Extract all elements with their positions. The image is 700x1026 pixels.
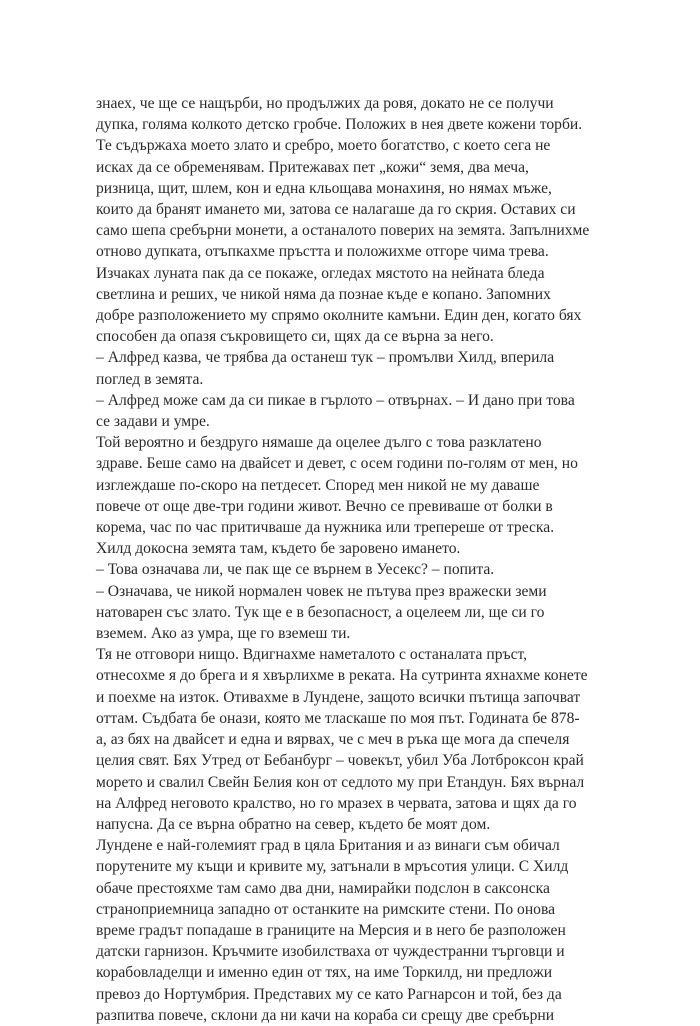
text-line: светлина и реших, че никой няма да познае къде е копано. Запомних — [96, 285, 551, 303]
text-line: повече от още две-три години живот. Вечно се превиваше от болки в — [96, 497, 553, 515]
text-line: поглед в земята. — [96, 370, 204, 388]
text-line: – Означава, че никой нормален човек не пътува през вражески земи — [96, 582, 547, 600]
text-line: Изчаках луната пак да се покаже, огледах мястото на нейната бледа — [96, 264, 545, 282]
text-line: превоз до Нортумбрия. Представих му се като Рагнарсон и той, без да — [96, 985, 562, 1003]
body-text — [96, 93, 606, 1026]
text-line: обаче престояхме там само два дни, намирайки подслон в саксонска — [96, 879, 550, 897]
text-line: вземем. Ако аз умра, ще го вземеш ти. — [96, 625, 351, 643]
text-line: Хилд докосна земята там, където бе заровено имането. — [96, 540, 461, 558]
text-line: отнесохме я до брега и я хвърлихме в реката. На сутринта яхнахме конете — [96, 667, 588, 685]
text-line: – Алфред казва, че трябва да останеш тук – промълви Хилд, вперила — [96, 349, 555, 367]
text-line: порутените му къщи и кривите му, затънали в мръсотия улици. С Хилд — [96, 858, 569, 876]
text-line: корабовладелци и именно един от тях, на име Торкилд, ни предложи — [96, 964, 553, 982]
text-line: способен да опазя съкровището си, щях да се върна за него. — [96, 328, 494, 346]
text-line: а, аз бях на двайсет и една и вярвах, че с меч в ръка ще мога да спечеля — [96, 731, 570, 749]
text-line: разпитва повече, склони да ни качи на кораба си срещу две сребърни — [96, 1006, 555, 1024]
text-line: морето и свалил Свейн Белия кон от седлото му при Етандун. Бях върнал — [96, 773, 585, 791]
text-line: изглеждаше по-скоро на петдесет. Според мен никой не му даваше — [96, 476, 540, 494]
text-line: напусна. Да се върна обратно на север, където бе моят дом. — [96, 815, 491, 833]
text-line: корема, час по час притичваше да нужника или трепереше от треска. — [96, 519, 555, 537]
text-line: време градът попадаше в границите на Мерсия и в него бе разположен — [96, 921, 566, 939]
text-line: Те съдържаха моето злато и сребро, моето богатство, с което сега не — [96, 137, 551, 155]
text-line: натоварен със злато. Тук ще е в безопасност, а оцелеем ли, ще си го — [96, 603, 545, 621]
text-line: които да бранят имането ми, затова се налагаше да го скрия. Оставих си — [96, 201, 576, 219]
text-line: здраве. Беше само на двайсет и девет, с осем години по-голям от мен, но — [96, 455, 578, 473]
text-line: датски гарнизон. Кръчмите изобилстваха от чуждестранни търговци и — [96, 943, 565, 961]
text-line: само шепа сребърни монети, а останалото поверих на земята. Запълнихме — [96, 222, 590, 240]
text-line: и поехме на изток. Отивахме в Лундене, защото всички пътища започват — [96, 688, 581, 706]
text-line: Тя не отговори нищо. Вдигнахме наметалото с останалата пръст, — [96, 646, 528, 664]
text-line: Той вероятно и бездруго нямаше да оцелее дълго с това разклатено — [96, 434, 542, 452]
text-line: исках да се обременявам. Притежавах пет „кожи“ земя, два меча, — [96, 158, 529, 176]
text-line: – Това означава ли, че пак ще се върнем в Уесекс? – попита. — [96, 561, 495, 579]
text-line: отново дупката, отъпкахме пръстта и положихме отгоре чима трева. — [96, 243, 549, 261]
text-line: целия свят. Бях Утред от Бебанбург – човекът, убил Уба Лотброксон край — [96, 752, 584, 770]
text-line: на Алфред неговото кралство, но го мразех в червата, затова и щях да го — [96, 794, 577, 812]
text-line: знаех, че ще се нащърби, но продължих да ровя, докато не се получи — [96, 95, 554, 112]
text-line: Лундене е най-големият град в цяла Британия и аз винаги съм обичал — [96, 837, 560, 855]
text-line: ризница, щит, шлем, кон и една кльощава монахиня, но нямах мъже, — [96, 179, 552, 197]
text-line: се задави и умре. — [96, 413, 210, 431]
text-line: – Алфред може сам да си пикае в гърлото – отвърнах. – И дано при това — [96, 391, 575, 409]
text-line: добре разположението му спрямо околните камъни. Един ден, когато бях — [96, 307, 582, 325]
text-line: страноприемница западно от останките на римските стени. По онова — [96, 900, 556, 918]
text-line: дупка, голяма колкото детско гробче. Положих в нея двете кожени торби. — [96, 116, 583, 134]
text-line: оттам. Съдбата бе онази, която ме тласкаше по моя път. Годината бе 878- — [96, 709, 580, 727]
